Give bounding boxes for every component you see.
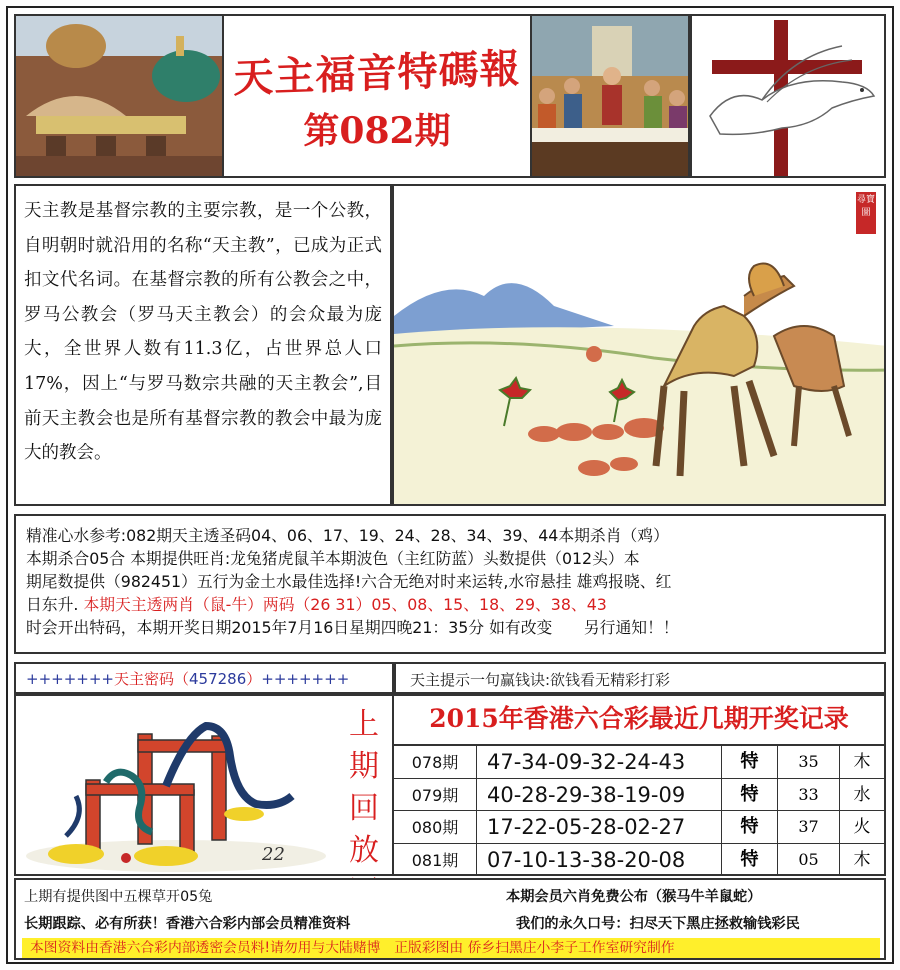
- tip-text: 天主提示一句赢钱诀:欲钱看无精彩打彩: [410, 671, 671, 689]
- intro-text: 天主教是基督宗教的主要宗教，是一个公教，自明朝时就沿用的名称“天主教”，已成为正式扣文代名词。在基督宗教的所有公教会之中，罗马公教会（罗马天主教会）的会众最为庞大，全世界人数有11.3亿，占世界总人口17%，因上“与罗马数宗共融的天主教会”,目前天主教会也是所有基督宗教的教会中最为庞大的教会。: [24, 201, 382, 464]
- title-panel: [224, 14, 530, 178]
- prediction-notes: [14, 514, 886, 654]
- table-row: [394, 811, 884, 844]
- table-row: [394, 779, 884, 812]
- row-element: 木: [839, 844, 884, 877]
- artist-seal: 尋寶圖: [856, 192, 876, 234]
- notes-line-5: 时会开出特码，本期开奖日期2015年7月16日星期四晚21：35分 如有改变 另行通知！！: [26, 618, 679, 637]
- issue-number: 第082期: [303, 110, 451, 152]
- row-element: 木: [839, 746, 884, 778]
- secret-close: ）: [246, 670, 262, 688]
- secret-prefix: +++++++: [26, 670, 114, 688]
- replay-char-2: 期: [349, 749, 379, 784]
- results-table: [392, 694, 886, 876]
- secret-label: 天主密码（: [113, 670, 189, 688]
- footer-slogan-left: 长期跟踪、必有所获！香港六合彩内部会员精准资料: [24, 916, 351, 932]
- tip-bar: [394, 662, 886, 694]
- footer-member-zodiac: 本期会员六肖免费公布（猴马牛羊鼠蛇）: [506, 889, 762, 905]
- notes-line-3: 期尾数提供（982451）五行为金土水最佳选择!六合无绝对时来运转,水帘悬挂 雄鸡报晓、红: [26, 572, 672, 591]
- notes-highlight: 本期天主透两肖（鼠-牛）两码（26 31）05、08、15、18、29、38、43: [78, 595, 607, 614]
- replay-char-1: 上: [349, 707, 379, 742]
- results-title: 2015年香港六合彩最近几期开奖记录: [394, 696, 884, 746]
- snake-signature: 22: [262, 844, 285, 865]
- footer-banner: 本图资料由香港六合彩内部透密会员料!请勿用与大陆赌博 正版彩图由 侨乡扫黑庄小李子工作室研究制作: [22, 938, 880, 958]
- row-special-label: 特: [721, 779, 777, 811]
- secret-code-bar: [14, 662, 394, 694]
- row-element: 火: [839, 811, 884, 843]
- row-issue: 080期: [411, 818, 459, 838]
- footer-panel: [14, 878, 886, 960]
- row-numbers: 17-22-05-28-02-27: [476, 811, 721, 843]
- intro-text-panel: [14, 184, 392, 506]
- secret-code: 457286: [189, 670, 247, 688]
- replay-label: [336, 694, 392, 876]
- horses-illustration: [392, 184, 886, 506]
- table-row: [394, 746, 884, 779]
- notes-line-1: 精准心水参考:082期天主透圣码04、06、17、19、24、28、34、39、44本期杀肖（鸡）: [26, 526, 669, 545]
- row-special-number: 33: [777, 779, 839, 811]
- notes-line-4-start: 日东升.: [26, 595, 79, 614]
- row-issue: 079期: [411, 785, 459, 805]
- last-supper-painting: [530, 14, 690, 178]
- row-element: 水: [839, 779, 884, 811]
- footer-last-issue: 上期有提供图中五棵草开05兔: [24, 889, 213, 905]
- row-issue: 078期: [411, 753, 459, 773]
- row-numbers: 07-10-13-38-20-08: [476, 844, 721, 877]
- table-row: [394, 844, 884, 877]
- replay-char-4: 放: [349, 833, 379, 868]
- cross-dove-logo: [690, 14, 886, 178]
- row-special-number: 35: [777, 746, 839, 778]
- newspaper-title: 天主福音特碼報: [233, 44, 521, 103]
- row-issue: 081期: [411, 851, 459, 871]
- snake-illustration: [14, 694, 336, 876]
- replay-char-3: 回: [349, 791, 379, 826]
- row-special-label: 特: [721, 811, 777, 843]
- secret-suffix: +++++++: [261, 670, 350, 688]
- notes-line-4: [26, 593, 874, 616]
- row-numbers: 47-34-09-32-24-43: [476, 746, 721, 778]
- row-numbers: 40-28-29-38-19-09: [476, 779, 721, 811]
- cathedral-photo: [14, 14, 224, 178]
- notes-line-2: 本期杀合05合 本期提供旺肖:龙兔猪虎鼠羊本期波色（主红防蓝）头数提供（012头）本: [26, 549, 640, 568]
- row-special-number: 37: [777, 811, 839, 843]
- row-special-label: 特: [721, 746, 777, 778]
- row-special-label: 特: [721, 844, 777, 877]
- row-special-number: 05: [777, 844, 839, 877]
- footer-slogan-right: 我们的永久口号：扫尽天下黑庄拯救输钱彩民: [516, 916, 800, 932]
